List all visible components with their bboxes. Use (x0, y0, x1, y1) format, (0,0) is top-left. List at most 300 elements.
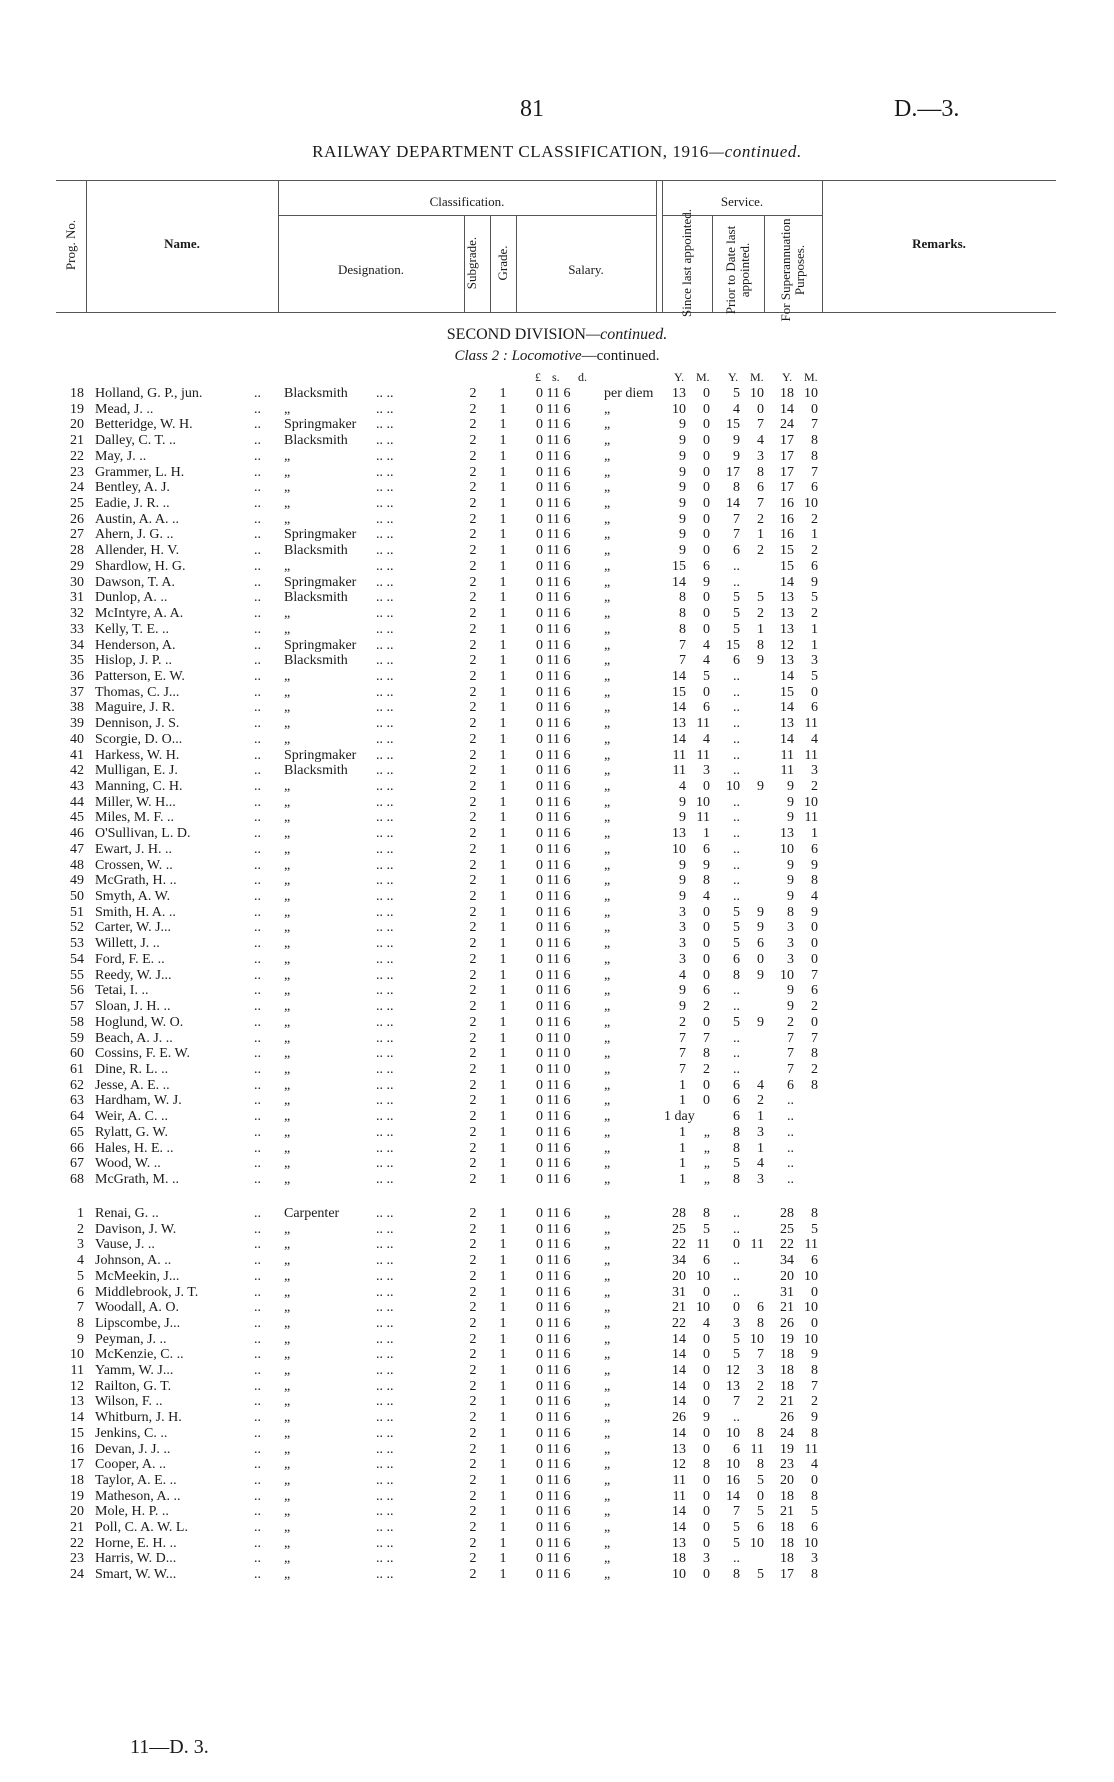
cell-since-years: 14 (672, 1520, 686, 1535)
cell-salary: 0 11 6 (536, 527, 571, 543)
cell-salary: 0 11 6 (536, 826, 571, 842)
cell-since-years: 18 (672, 1551, 686, 1567)
cell-designation: „ (284, 857, 291, 873)
cell-leader-dots: .. .. (376, 857, 394, 873)
cell-staff-name: Dalley, C. T. .. (95, 433, 177, 449)
cell-leader-dots: .. .. (376, 1567, 394, 1583)
cell-salary-unit: „ (604, 1472, 611, 1488)
cell-salary-unit: „ (604, 1046, 611, 1062)
cell-designation: Blacksmith (284, 386, 348, 401)
cell-super-years: 18 (780, 1520, 794, 1535)
cell-staff-name: Harris, W. D... (95, 1551, 177, 1567)
table-row (0, 1031, 1114, 1047)
cell-designation: „ (284, 1140, 291, 1156)
cell-super-years: 18 (780, 1551, 794, 1567)
cell-designation: „ (284, 1284, 291, 1300)
cell-super-years: 13 (780, 716, 794, 732)
cell-designation: „ (284, 1124, 291, 1140)
cell-prior-years: 5 (733, 904, 740, 920)
cell-designation: Springmaker (284, 574, 357, 590)
cell-prior-years: 17 (726, 464, 740, 480)
cell-grade: 1 (499, 1551, 507, 1567)
cell-prior-months: 5 (757, 590, 764, 606)
cell-prog-number: 1 (77, 1206, 84, 1221)
cell-prior-years: 0 (733, 1300, 740, 1316)
cell-prog-number: 23 (70, 464, 84, 480)
table-row (0, 386, 1114, 402)
cell-prior-months: 0 (757, 401, 764, 417)
cell-prog-number: 22 (70, 1535, 84, 1551)
cell-super-months: 3 (811, 1551, 818, 1567)
cell-grade: 1 (499, 653, 507, 669)
table-row (0, 700, 1114, 716)
cell-salary: 0 11 6 (536, 1425, 571, 1441)
cell-leader-dots: .. .. (376, 1046, 394, 1062)
cell-salary: 0 11 6 (536, 904, 571, 920)
cell-super-years: 14 (780, 731, 794, 747)
cell-salary-unit: „ (604, 1061, 611, 1077)
cell-super-months: 9 (811, 1347, 818, 1363)
cell-leader-dots: .. .. (376, 1237, 394, 1253)
cell-grade: 1 (499, 967, 507, 983)
cell-staff-name: Cooper, A. .. (95, 1457, 166, 1473)
cell-since-years: 9 (679, 496, 686, 512)
cell-prior-years: 6 (733, 543, 740, 559)
cell-grade: 1 (499, 1567, 507, 1583)
cell-super-months: 0 (811, 951, 818, 967)
cell-prior-years: 7 (733, 527, 740, 543)
cell-prior-years: 5 (733, 1156, 740, 1172)
cell-prog-number: 39 (70, 716, 84, 732)
cell-super-months: 2 (811, 543, 818, 559)
cell-leader-dots: .. .. (376, 480, 394, 496)
cell-super-months: 10 (804, 496, 818, 512)
cell-subgrade: 2 (469, 433, 477, 449)
cell-prior-years: 5 (733, 1347, 740, 1363)
cell-super-months: 0 (811, 920, 818, 936)
cell-since-months: 6 (703, 841, 710, 857)
table-row (0, 417, 1114, 433)
cell-subgrade: 2 (469, 1221, 477, 1237)
col-designation: Designation. (337, 262, 405, 277)
table-row (0, 763, 1114, 779)
cell-leader-dots: .. .. (376, 904, 394, 920)
cell-super-months: 8 (811, 1046, 818, 1062)
cell-leader-dots: .. (254, 1394, 261, 1410)
cell-super-years: 24 (780, 1425, 794, 1441)
cell-leader-dots: .. (254, 574, 261, 590)
cell-super-months: 2 (811, 1061, 818, 1077)
cell-leader-dots: .. .. (376, 637, 394, 653)
cell-prior-months: 2 (757, 543, 764, 559)
cell-subgrade: 2 (469, 983, 477, 999)
cell-since-years: 1 (679, 1156, 686, 1172)
cell-super-months: 8 (811, 1077, 818, 1093)
cell-designation: „ (284, 841, 291, 857)
cell-leader-dots: .. (254, 1061, 261, 1077)
cell-designation: „ (284, 1077, 291, 1093)
unit-years: Y. (782, 370, 793, 384)
cell-leader-dots: .. (254, 1504, 261, 1520)
cell-prior-years: .. (733, 873, 740, 889)
cell-grade: 1 (499, 1347, 507, 1363)
cell-since-months: 0 (703, 1363, 710, 1378)
cell-since-months: 0 (703, 684, 710, 700)
cell-staff-name: Jesse, A. E. .. (95, 1077, 170, 1093)
cell-since-years: 2 (679, 1014, 686, 1030)
cell-prior-months: 9 (757, 904, 764, 920)
cell-salary: 0 11 6 (536, 590, 571, 606)
cell-prior-years: 8 (733, 1172, 740, 1187)
cell-prior-months: 2 (757, 511, 764, 527)
cell-grade: 1 (499, 1124, 507, 1140)
cell-salary: 0 11 6 (536, 1124, 571, 1140)
cell-prior-years: 6 (733, 1077, 740, 1093)
cell-grade: 1 (499, 747, 507, 763)
cell-leader-dots: .. (254, 637, 261, 653)
cell-designation: „ (284, 1441, 291, 1457)
cell-super-years: 13 (780, 621, 794, 637)
table-row (0, 1536, 1114, 1552)
cell-subgrade: 2 (469, 1535, 477, 1551)
cell-super-months: 11 (804, 716, 818, 732)
cell-subgrade: 2 (469, 1457, 477, 1473)
cell-staff-name: McMeekin, J... (95, 1268, 180, 1284)
unit-pence: d. (578, 370, 587, 384)
cell-staff-name: Miles, M. F. .. (95, 810, 175, 826)
cell-since-months: 4 (703, 731, 710, 747)
cell-grade: 1 (499, 889, 507, 905)
cell-prog-number: 19 (70, 401, 84, 417)
cell-grade: 1 (499, 1061, 507, 1077)
cell-prior-years: 4 (733, 401, 740, 417)
cell-leader-dots: .. (254, 747, 261, 763)
cell-subgrade: 2 (469, 401, 477, 417)
cell-super-years: 15 (780, 684, 794, 700)
cell-prior-months: 9 (757, 1014, 764, 1030)
table-row (0, 1253, 1114, 1269)
cell-subgrade: 2 (469, 527, 477, 543)
cell-leader-dots: .. .. (376, 1425, 394, 1441)
cell-subgrade: 2 (469, 558, 477, 574)
cell-leader-dots: .. .. (376, 1124, 394, 1140)
cell-staff-name: Dine, R. L. .. (95, 1061, 169, 1077)
cell-grade: 1 (499, 386, 507, 401)
cell-prog-number: 20 (70, 417, 84, 433)
cell-staff-name: Betteridge, W. H. (95, 417, 193, 433)
cell-grade: 1 (499, 543, 507, 559)
cell-salary-unit: „ (604, 1030, 611, 1046)
cell-super-months: 7 (811, 1030, 818, 1046)
cell-grade: 1 (499, 637, 507, 653)
cell-designation: „ (284, 1237, 291, 1253)
cell-salary: 0 11 6 (536, 951, 571, 967)
cell-subgrade: 2 (469, 1410, 477, 1426)
cell-designation: „ (284, 558, 291, 574)
col-prog-no: Prog. No. (63, 219, 78, 271)
cell-salary: 0 11 6 (536, 1014, 571, 1030)
cell-prior-months: 2 (757, 606, 764, 622)
cell-salary: 0 11 0 (536, 1046, 571, 1062)
cell-designation: Springmaker (284, 527, 357, 543)
cell-super-years: 7 (787, 1046, 794, 1062)
cell-super-years: .. (787, 1124, 794, 1140)
cell-salary: 0 11 6 (536, 621, 571, 637)
cell-prior-years: .. (733, 731, 740, 747)
cell-grade: 1 (499, 527, 507, 543)
cell-since-months: 10 (696, 1300, 710, 1316)
cell-leader-dots: .. (254, 386, 261, 401)
table-row (0, 1237, 1114, 1253)
cell-since-months: 5 (703, 1221, 710, 1237)
cell-prog-number: 24 (70, 1567, 84, 1583)
footer-signature: 11—D. 3. (130, 1736, 209, 1758)
cell-salary: 0 11 6 (536, 1206, 571, 1221)
cell-leader-dots: .. .. (376, 653, 394, 669)
cell-staff-name: Woodall, A. O. (95, 1300, 180, 1316)
cell-grade: 1 (499, 1172, 507, 1187)
cell-leader-dots: .. (254, 763, 261, 779)
table-row (0, 1062, 1114, 1078)
cell-designation: „ (284, 511, 291, 527)
cell-salary: 0 11 6 (536, 1520, 571, 1535)
cell-leader-dots: .. .. (376, 464, 394, 480)
cell-staff-name: Hardham, W. J. (95, 1093, 182, 1109)
cell-staff-name: Reedy, W. J... (95, 967, 172, 983)
cell-subgrade: 2 (469, 967, 477, 983)
section-title-continued: —continued. (585, 326, 668, 343)
cell-designation: „ (284, 1535, 291, 1551)
cell-prog-number: 41 (70, 747, 84, 763)
cell-staff-name: Weir, A. C. .. (95, 1109, 168, 1125)
cell-designation: „ (284, 794, 291, 810)
cell-grade: 1 (499, 700, 507, 716)
cell-super-years: 17 (780, 464, 794, 480)
cell-prog-number: 14 (70, 1410, 84, 1426)
cell-leader-dots: .. (254, 920, 261, 936)
cell-leader-dots: .. (254, 480, 261, 496)
cell-designation: „ (284, 1567, 291, 1583)
cell-salary: 0 11 6 (536, 1109, 571, 1125)
cell-prog-number: 44 (70, 794, 84, 810)
cell-designation: „ (284, 826, 291, 842)
cell-super-months: 2 (811, 511, 818, 527)
cell-leader-dots: .. .. (376, 621, 394, 637)
cell-since-years: 9 (679, 873, 686, 889)
cell-salary: 0 11 6 (536, 1567, 571, 1583)
cell-super-months: 2 (811, 606, 818, 622)
cell-leader-dots: .. (254, 810, 261, 826)
cell-staff-name: Willett, J. .. (95, 936, 160, 952)
cell-super-years: 8 (787, 904, 794, 920)
cell-subgrade: 2 (469, 1109, 477, 1125)
cell-super-months: 9 (811, 857, 818, 873)
cell-staff-name: Mead, J. .. (95, 401, 154, 417)
cell-prog-number: 61 (70, 1061, 84, 1077)
cell-leader-dots: .. .. (376, 1331, 394, 1347)
cell-since-years: 14 (672, 668, 686, 684)
table-row (0, 1426, 1114, 1442)
cell-super-years: 31 (780, 1284, 794, 1300)
cell-since-months: 0 (703, 1504, 710, 1520)
cell-since-years: 25 (672, 1221, 686, 1237)
cell-super-years: 12 (780, 637, 794, 653)
cell-designation: „ (284, 1300, 291, 1316)
cell-leader-dots: .. .. (376, 1014, 394, 1030)
cell-leader-dots: .. .. (376, 873, 394, 889)
cell-salary: 0 11 6 (536, 936, 571, 952)
cell-super-months: 5 (811, 1221, 818, 1237)
cell-subgrade: 2 (469, 1077, 477, 1093)
cell-leader-dots: .. (254, 606, 261, 622)
cell-since-years: 7 (679, 1030, 686, 1046)
cell-super-years: 15 (780, 543, 794, 559)
cell-prior-months: 6 (757, 1520, 764, 1535)
cell-super-months: 2 (811, 779, 818, 794)
cell-subgrade: 2 (469, 779, 477, 794)
cell-salary-unit: „ (604, 1093, 611, 1109)
cell-salary: 0 11 6 (536, 700, 571, 716)
cell-grade: 1 (499, 1093, 507, 1109)
cell-staff-name: Beach, A. J. .. (95, 1030, 173, 1046)
cell-salary-unit: „ (604, 1535, 611, 1551)
table-row (0, 858, 1114, 874)
cell-subgrade: 2 (469, 1315, 477, 1331)
cell-prior-months: 1 (757, 1109, 764, 1125)
cell-since-months: „ (703, 1140, 710, 1156)
cell-prior-years: 14 (726, 1488, 740, 1504)
cell-since-months: 0 (703, 1567, 710, 1583)
page-title-continued: —continued. (708, 142, 802, 161)
cell-super-years: 7 (787, 1030, 794, 1046)
cell-prior-years: 0 (733, 1237, 740, 1253)
cell-leader-dots: .. (254, 1300, 261, 1316)
cell-since-years: 15 (672, 558, 686, 574)
cell-since-months: 0 (703, 527, 710, 543)
cell-staff-name: Renai, G. .. (95, 1206, 159, 1221)
cell-super-months: 8 (811, 873, 818, 889)
cell-super-years: 20 (780, 1472, 794, 1488)
cell-super-months: 8 (811, 1206, 818, 1221)
cell-super-years: 9 (787, 857, 794, 873)
table-row (0, 590, 1114, 606)
cell-staff-name: Grammer, L. H. (95, 464, 185, 480)
cell-leader-dots: .. .. (376, 779, 394, 794)
cell-subgrade: 2 (469, 448, 477, 464)
cell-super-years: 23 (780, 1457, 794, 1473)
cell-super-months: 8 (811, 1488, 818, 1504)
cell-prog-number: 11 (70, 1363, 84, 1378)
cell-designation: „ (284, 1551, 291, 1567)
cell-prior-years: 10 (726, 1425, 740, 1441)
cell-salary: 0 11 6 (536, 920, 571, 936)
cell-super-months: 11 (804, 810, 818, 826)
table-row (0, 1316, 1114, 1332)
cell-since-months: 0 (703, 386, 710, 401)
cell-prior-years: .. (733, 1221, 740, 1237)
table-row (0, 873, 1114, 889)
cell-salary-unit: „ (604, 1172, 611, 1187)
cell-since-months: 0 (703, 920, 710, 936)
cell-salary: 0 11 6 (536, 1378, 571, 1394)
cell-super-years: 3 (787, 920, 794, 936)
cell-prior-years: .. (733, 747, 740, 763)
cell-prog-number: 18 (70, 386, 84, 401)
cell-since-years: 14 (672, 1394, 686, 1410)
cell-since-years: 10 (672, 841, 686, 857)
cell-subgrade: 2 (469, 1172, 477, 1187)
cell-since-years: 34 (672, 1253, 686, 1269)
cell-staff-name: Lipscombe, J... (95, 1315, 181, 1331)
cell-salary: 0 11 6 (536, 794, 571, 810)
cell-salary-unit: „ (604, 763, 611, 779)
cell-subgrade: 2 (469, 574, 477, 590)
cell-grade: 1 (499, 464, 507, 480)
cell-since-months: 0 (703, 1520, 710, 1535)
cell-prior-months: 6 (757, 936, 764, 952)
col-service: Service. (720, 194, 764, 209)
cell-prior-years: 5 (733, 621, 740, 637)
col-classification: Classification. (429, 194, 505, 209)
cell-salary: 0 11 6 (536, 1172, 571, 1187)
cell-designation: „ (284, 464, 291, 480)
cell-super-years: 16 (780, 527, 794, 543)
cell-salary-unit: „ (604, 1347, 611, 1363)
cell-super-years: 9 (787, 999, 794, 1015)
cell-super-months: 8 (811, 433, 818, 449)
cell-super-years: 11 (780, 747, 794, 763)
cell-leader-dots: .. (254, 1363, 261, 1378)
cell-prog-number: 15 (70, 1425, 84, 1441)
table-row (0, 575, 1114, 591)
cell-salary: 0 11 6 (536, 417, 571, 433)
cell-prog-number: 5 (77, 1268, 84, 1284)
cell-prior-months: 6 (757, 480, 764, 496)
cell-grade: 1 (499, 1237, 507, 1253)
cell-super-months: 2 (811, 1394, 818, 1410)
cell-salary-unit: „ (604, 543, 611, 559)
cell-prior-years: .. (733, 1253, 740, 1269)
cell-staff-name: McGrath, M. .. (95, 1172, 179, 1187)
cell-leader-dots: .. .. (376, 1156, 394, 1172)
cell-since-months: 6 (703, 558, 710, 574)
cell-prog-number: 3 (77, 1237, 84, 1253)
cell-since-months: 0 (703, 951, 710, 967)
cell-prior-years: 13 (726, 1378, 740, 1394)
cell-salary: 0 11 6 (536, 433, 571, 449)
cell-staff-name: Eadie, J. R. .. (95, 496, 170, 512)
cell-grade: 1 (499, 1472, 507, 1488)
cell-super-years: .. (787, 1093, 794, 1109)
cell-subgrade: 2 (469, 1014, 477, 1030)
cell-salary-unit: „ (604, 1237, 611, 1253)
cell-super-months: 2 (811, 999, 818, 1015)
cell-salary-unit: „ (604, 1551, 611, 1567)
cell-grade: 1 (499, 763, 507, 779)
cell-since-months: 11 (696, 1237, 710, 1253)
table-row (0, 1347, 1114, 1363)
table-row (0, 638, 1114, 654)
table-row (0, 433, 1114, 449)
cell-since-years: 22 (672, 1237, 686, 1253)
cell-salary-unit: „ (604, 1488, 611, 1504)
cell-since-years: 13 (672, 716, 686, 732)
cell-salary: 0 11 6 (536, 1156, 571, 1172)
cell-since-years: 1 (679, 1077, 686, 1093)
cell-leader-dots: .. .. (376, 983, 394, 999)
cell-subgrade: 2 (469, 1567, 477, 1583)
cell-leader-dots: .. .. (376, 1363, 394, 1378)
